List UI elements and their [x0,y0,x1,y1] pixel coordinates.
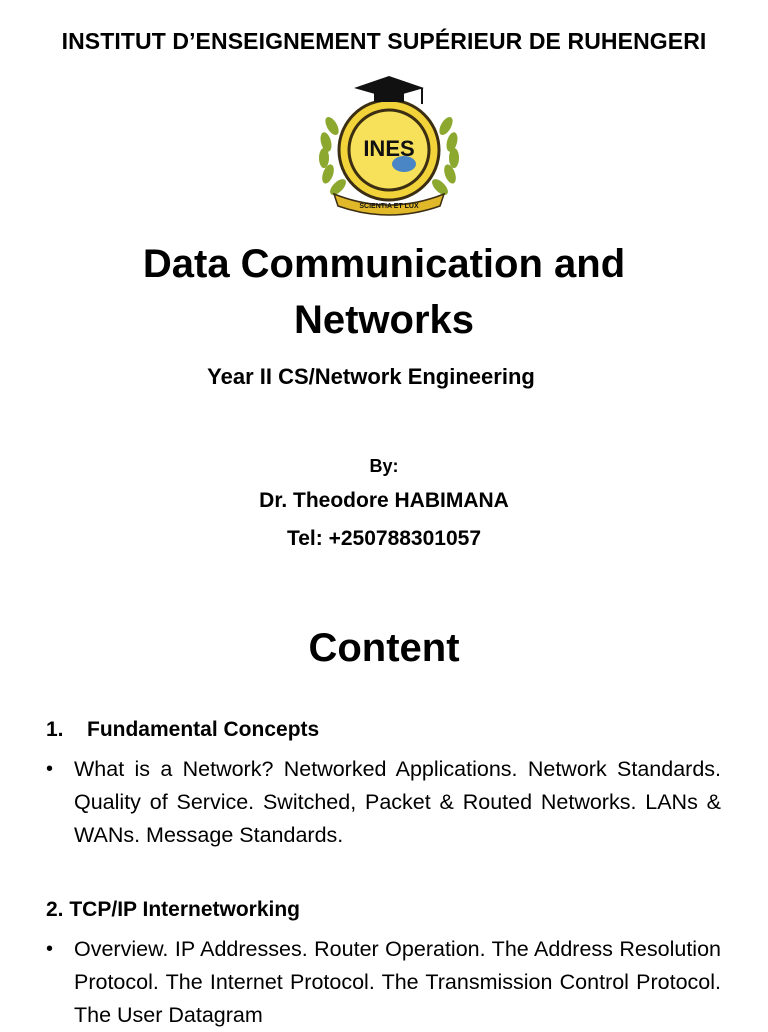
by-label: By: [369,456,399,476]
slide-title: Data Communication and Networks [142,242,626,342]
logo-motto: SCIENTIA ET LUX [359,203,419,210]
ines-logo [304,74,474,216]
section-heading-text: TCP/IP Internetworking [69,898,301,921]
institute-name: INSTITUT D’ENSEIGNEMENT SUPÉRIEUR DE RUHENGERI [61,28,707,54]
author-name: Dr. Theodore HABIMANA [259,489,509,512]
content-title: Content [308,626,460,670]
slide-subtitle: Year II CS/Network Engineering [207,364,535,389]
section-number: 1. [46,718,64,741]
bullet-item: • Overview. IP Addresses. Router Operation. The Address Resolution Protocol. The Internet Protocol. The Transmission Control Protocol. The User Datagram [74,933,721,1032]
section-number: 2. [46,898,64,921]
ines-logo-graphic [304,74,474,216]
author-phone: Tel: +250788301057 [286,527,482,550]
section-heading-fundamental-concepts [46,718,319,742]
section-heading-text: Fundamental Concepts [87,718,320,741]
section-heading-tcpip-internetworking [46,898,300,922]
content-slide [0,600,768,1027]
logo-text: INES [363,136,415,161]
bullet-item: • What is a Network? Networked Applications. Network Standards. Quality of Service. Switched, Packet & Routed Networks. LANs & WANs. Message Standards. [74,753,721,852]
